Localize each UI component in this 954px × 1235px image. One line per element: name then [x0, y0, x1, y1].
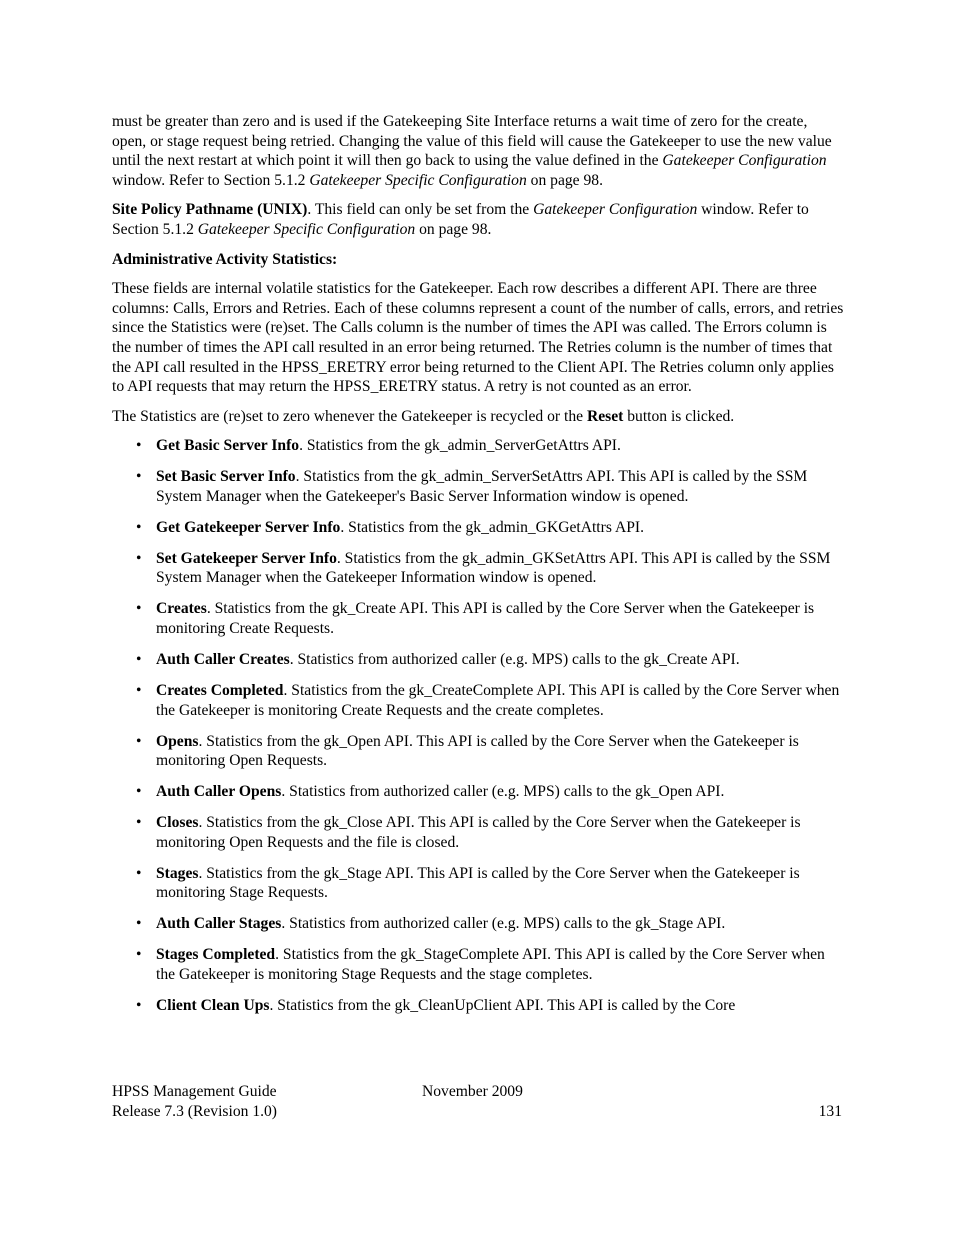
list-item-description: . Statistics from the gk_CleanUpClient API. This API is called by the Core [269, 996, 736, 1014]
list-item [112, 549, 844, 588]
list-item-description: . Statistics from the gk_admin_GKGetAttrs API. [340, 518, 644, 536]
list-item-term: Creates Completed [156, 682, 284, 699]
list-item-term: Auth Caller Opens [156, 783, 282, 801]
bullet-icon: • [136, 437, 142, 455]
text-run: . This field can only be set from the [307, 201, 534, 219]
paragraph-reset-statistics [112, 407, 844, 427]
list-item-term: Set Basic Server Info [156, 468, 296, 486]
bullet-icon: • [136, 651, 142, 669]
text-run: must be greater than zero and is used if the Gatekeeping Site Interface returns a wait time of zero for the create, open, or stage request being retried. Changing the value of this field will cause the Gatekeeper to use the new value until the next restart at which point it will then go back to using the value defined in the [112, 113, 832, 170]
footer-row-2 [112, 1102, 842, 1122]
list-item-term: Set Gatekeeper Server Info [156, 549, 337, 567]
list-item-description: . Statistics from the gk_Create API. This API is called by the Core Server when the Gatekeeper is monitoring Create Requests. [156, 600, 815, 638]
text-run: The Statistics are (re)set to zero whenever the Gatekeeper is recycled or the [112, 407, 587, 425]
list-item-description: . Statistics from the gk_Open API. This API is called by the Core Server when the Gatekeeper is monitoring Open Requests. [156, 732, 799, 770]
list-item [112, 650, 844, 670]
list-item-term: Auth Caller Stages [156, 915, 282, 933]
footer-guide-title: HPSS Management Guide [112, 1083, 277, 1100]
list-item [112, 813, 844, 852]
bullet-icon: • [136, 946, 142, 964]
list-item [112, 599, 844, 638]
list-item [112, 945, 844, 984]
list-item [112, 782, 844, 802]
bullet-icon: • [136, 996, 142, 1014]
text-run: button is clicked. [623, 407, 735, 425]
list-item-description: . Statistics from authorized caller (e.g. MPS) calls to the gk_Open API. [281, 783, 725, 801]
list-item [112, 996, 844, 1016]
bullet-icon: • [136, 468, 142, 486]
italic-section-title: Gatekeeper Specific Configuration [197, 220, 416, 238]
list-item-description: . Statistics from the gk_admin_ServerGetAttrs API. [299, 437, 621, 455]
italic-window-name: Gatekeeper Configuration [533, 201, 698, 219]
bullet-icon: • [136, 732, 142, 750]
field-label: Site Policy Pathname (UNIX) [112, 201, 308, 219]
bullet-icon: • [136, 864, 142, 882]
bullet-icon: • [136, 783, 142, 801]
page-footer [112, 1082, 842, 1122]
italic-section-title: Gatekeeper Specific Configuration [309, 171, 527, 189]
list-item-description: . Statistics from the gk_CreateComplete API. This API is called by the Core Server when the Gatekeeper is monitoring Create Requests and the create completes. [156, 682, 840, 719]
bullet-icon: • [136, 814, 142, 832]
list-item [112, 732, 844, 771]
list-item [112, 518, 844, 538]
list-item-description: . Statistics from the gk_Stage API. This API is called by the Core Server when the Gatekeeper is monitoring Stage Requests. [156, 864, 800, 902]
list-item-term: Closes [156, 814, 199, 832]
text-run: on page 98. [526, 171, 603, 189]
text-run: window. Refer to Section 5.1.2 [112, 171, 310, 189]
list-item-term: Get Gatekeeper Server Info [156, 518, 341, 536]
list-item-description: . Statistics from authorized caller (e.g. MPS) calls to the gk_Stage API. [281, 915, 726, 933]
statistics-list [112, 436, 844, 1015]
list-item [112, 681, 844, 720]
list-item [112, 436, 844, 456]
list-item-description: . Statistics from the gk_Close API. This API is called by the Core Server when the Gatekeeper is monitoring Open Requests and the file is closed. [156, 814, 801, 851]
bullet-icon: • [136, 915, 142, 933]
document-body [112, 112, 844, 1027]
list-item-term: Auth Caller Creates [156, 651, 290, 669]
list-item-term: Stages [156, 864, 199, 882]
list-item-description: . Statistics from the gk_admin_ServerSetAttrs API. This API is called by the SSM System Manager when the Gatekeeper's Basic Server Information window is opened. [156, 468, 808, 505]
footer-row-1 [112, 1082, 842, 1102]
list-item-term: Creates [156, 600, 207, 618]
footer-release: Release 7.3 (Revision 1.0) [112, 1103, 277, 1120]
list-item [112, 914, 844, 934]
list-item-term: Client Clean Ups [156, 996, 270, 1014]
reset-button-reference: Reset [586, 407, 624, 425]
paragraph-wait-time [112, 112, 844, 190]
text-run: window. Refer to Section 5.1.2 [112, 201, 809, 238]
bullet-icon: • [136, 600, 142, 618]
bullet-icon: • [136, 549, 142, 567]
bullet-icon: • [136, 682, 142, 699]
list-item-description: . Statistics from the gk_admin_GKSetAttrs API. This API is called by the SSM System Manager when the Gatekeeper Information window is opened. [156, 549, 831, 587]
section-heading: Administrative Activity Statistics: [112, 250, 338, 268]
paragraph-statistics-description: These fields are internal volatile statistics for the Gatekeeper. Each row describes a different API. There are three columns: Calls, Errors and Retries. Each of these columns represent a count of the number of calls, errors, and retries since the Statistics were (re)set. The Calls column is the number of times the API was called. The Errors column is the number of times the API call resulted in an error being returned. The Retries column is the number of times that the API call resulted in the HPSS_ERETRY error being returned to the Client API. The Retries column only applies to API requests that may return the HPSS_ERETRY status. A retry is not counted as an error. [112, 280, 844, 396]
italic-window-name: Gatekeeper Configuration [662, 152, 827, 170]
bullet-icon: • [136, 518, 142, 536]
list-item-term: Opens [156, 732, 199, 750]
list-item-term: Get Basic Server Info [156, 437, 300, 455]
footer-date: November 2009 [422, 1083, 523, 1100]
paragraph-site-policy-pathname [112, 200, 844, 239]
list-item [112, 864, 844, 903]
page-number: 131 [818, 1103, 842, 1120]
text-run: on page 98. [415, 220, 492, 238]
list-item [112, 467, 844, 506]
list-item-description: . Statistics from authorized caller (e.g. MPS) calls to the gk_Create API. [289, 651, 740, 669]
list-item-description: . Statistics from the gk_StageComplete API. This API is called by the Core Server when the Gatekeeper is monitoring Stage Requests and the stage completes. [156, 946, 825, 983]
list-item-term: Stages Completed [156, 946, 276, 964]
